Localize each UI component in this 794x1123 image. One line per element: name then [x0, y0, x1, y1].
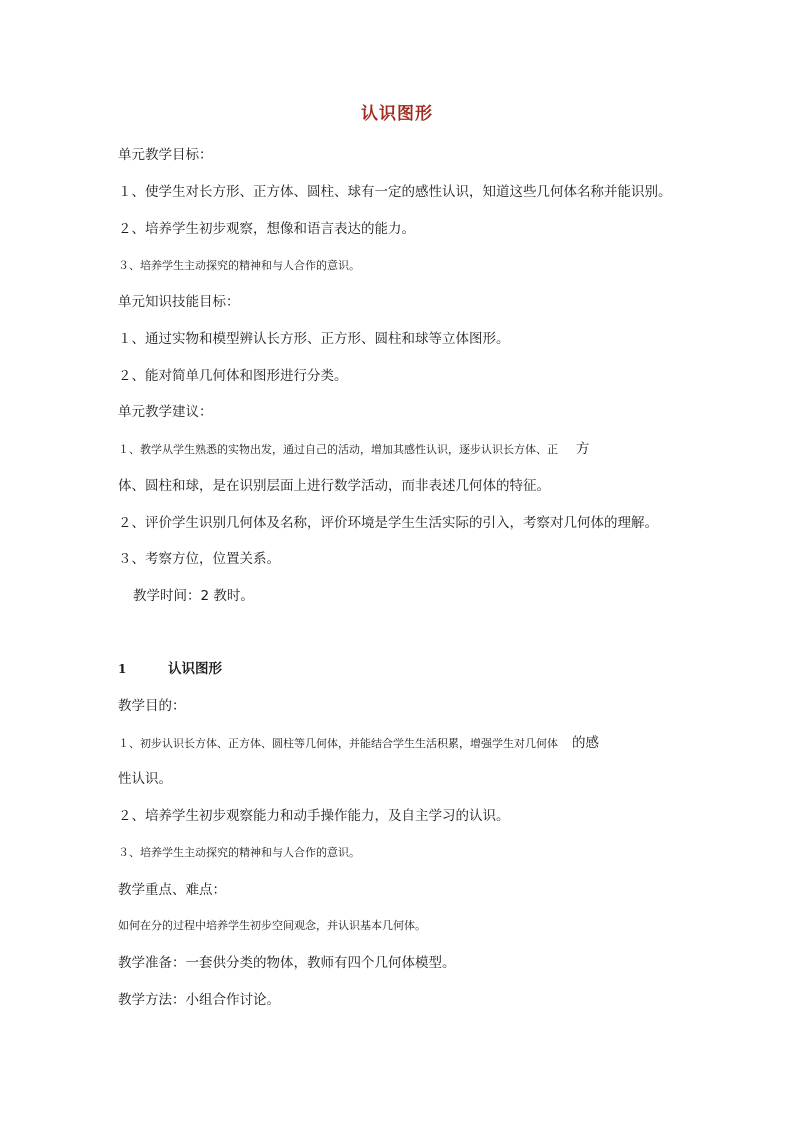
- lesson-title: 认识图形: [168, 661, 222, 677]
- suggestion-1-line-1: [118, 439, 590, 460]
- page-title: 认识图形: [361, 104, 433, 124]
- unit-goal-2: ２、培养学生初步观察，想像和语言表达的能力。: [118, 221, 415, 237]
- key-points: 如何在分的过程中培养学生初步空间观念，并认识基本几何体。: [118, 919, 426, 932]
- purpose-1-tail: 的感: [572, 735, 599, 751]
- suggestion-1-text: １、教学从学生熟悉的实物出发，通过自己的活动，增加其感性认识，逐步认识长方体、正: [118, 443, 558, 456]
- purpose-3: ３、培养学生主动探究的精神和与人合作的意识。: [118, 846, 360, 859]
- teaching-time: 教学时间：2 教时。: [133, 588, 254, 604]
- unit-goal-3: ３、培养学生主动探究的精神和与人合作的意识。: [118, 259, 360, 272]
- suggestions-heading: 单元教学建议：: [118, 404, 213, 420]
- suggestion-1-line-2: 体、圆柱和球，是在识别层面上进行数学活动，而非表述几何体的特征。: [118, 478, 550, 494]
- suggestion-3: ３、考察方位，位置关系。: [118, 551, 280, 567]
- suggestion-2: ２、评价学生识别几何体及名称，评价环境是学生生活实际的引入，考察对几何体的理解。: [118, 515, 658, 531]
- key-points-heading: 教学重点、难点：: [118, 882, 226, 898]
- unit-goal-1: １、使学生对长方形、正方体、圆柱、球有一定的感性认识，知道这些几何体名称并能识别。: [118, 184, 672, 200]
- skill-goals-heading: 单元知识技能目标：: [118, 294, 240, 310]
- teaching-preparation: 教学准备：一套供分类的物体，教师有四个几何体模型。: [118, 955, 456, 971]
- lesson-heading: [118, 659, 222, 679]
- skill-goal-2: ２、能对简单几何体和图形进行分类。: [118, 368, 348, 384]
- teaching-method: 教学方法：小组合作讨论。: [118, 992, 280, 1008]
- suggestion-1-tail: 方: [576, 441, 590, 457]
- skill-goal-1: １、通过实物和模型辨认长方形、正方形、圆柱和球等立体图形。: [118, 331, 510, 347]
- lesson-number: 1: [118, 662, 127, 676]
- unit-goals-heading: 单元教学目标：: [118, 147, 213, 163]
- purpose-1-line-2: 性认识。: [118, 771, 172, 787]
- purpose-1-text: １、初步认识长方体、正方体、圆柱等几何体，并能结合学生生活积累，增强学生对几何体: [118, 737, 558, 750]
- purpose-1-line-1: [118, 733, 599, 754]
- purpose-heading: 教学目的：: [118, 698, 186, 714]
- purpose-2: ２、培养学生初步观察能力和动手操作能力，及自主学习的认识。: [118, 808, 510, 824]
